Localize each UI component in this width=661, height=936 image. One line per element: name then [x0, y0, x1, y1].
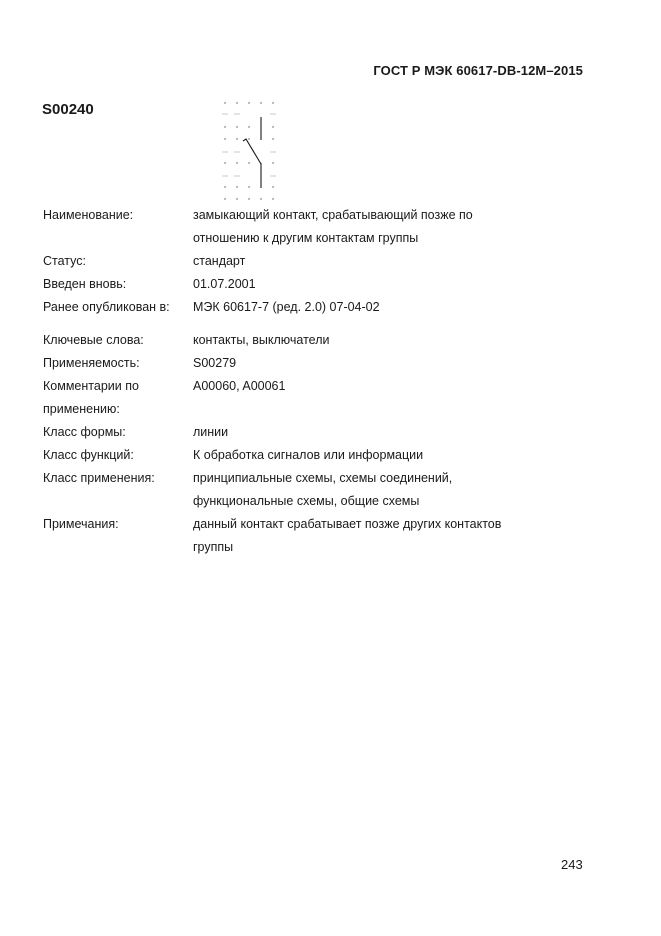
field-label: Ранее опубликован в: [43, 300, 170, 314]
field-label-line: применению: [43, 402, 120, 416]
field-value-line: группы [193, 540, 234, 554]
field-value-line: данный контакт срабатывает позже других контактов [193, 517, 502, 531]
field-label: Примечания: [43, 517, 119, 531]
field-value: линии [193, 425, 229, 439]
field-value: A00060, A00061 [193, 379, 286, 393]
field-row-previously-published [43, 296, 603, 319]
field-value-line: принципиальные схемы, схемы соединений, [193, 471, 453, 485]
field-label: Класс функций: [43, 448, 134, 462]
page-number: 243 [561, 857, 583, 872]
field-label: Наименование: [43, 208, 134, 222]
field-value: К обработка сигналов или информации [193, 448, 424, 462]
make-contact-symbol-icon [215, 98, 285, 203]
field-row-status [43, 250, 603, 273]
field-row-application-comments [43, 375, 603, 421]
symbol-attributes-table [43, 204, 603, 559]
field-row-application-class [43, 467, 603, 513]
field-label: Класс применения: [43, 471, 155, 485]
field-value: S00279 [193, 356, 237, 370]
field-value: стандарт [193, 254, 246, 268]
field-label [43, 375, 193, 421]
field-label: Введен вновь: [43, 277, 127, 291]
field-label: Класс формы: [43, 425, 126, 439]
field-value-line: замыкающий контакт, срабатывающий позже по [193, 208, 473, 222]
field-row-function-class [43, 444, 603, 467]
field-value-line: функциональные схемы, общие схемы [193, 494, 420, 508]
field-row-applicability [43, 352, 603, 375]
document-standard-header: ГОСТ Р МЭК 60617-DB-12M–2015 [373, 63, 583, 78]
field-value: контакты, выключатели [193, 333, 330, 347]
field-row-shape-class [43, 421, 603, 444]
field-row-introduced [43, 273, 603, 296]
field-value: МЭК 60617-7 (ред. 2.0) 07-04-02 [193, 300, 380, 314]
field-value [193, 467, 603, 513]
field-label: Статус: [43, 254, 86, 268]
field-value-line: отношению к другим контактам группы [193, 231, 419, 245]
field-value [193, 204, 603, 250]
symbol-code: S00240 [42, 101, 94, 118]
field-label: Ключевые слова: [43, 333, 144, 347]
field-value [193, 513, 603, 559]
field-label-line: Комментарии по [43, 379, 139, 393]
field-row-name [43, 204, 603, 250]
field-row-notes [43, 513, 603, 559]
field-row-keywords [43, 329, 603, 352]
field-label: Применяемость: [43, 356, 140, 370]
field-value: 01.07.2001 [193, 277, 256, 291]
